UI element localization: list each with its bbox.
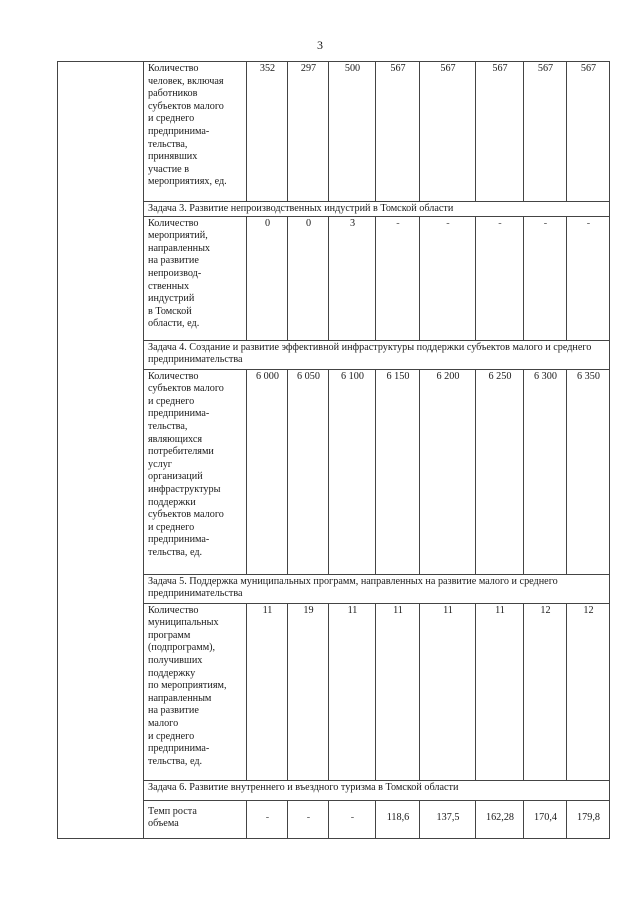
value-cell: - xyxy=(476,216,524,340)
value-cell: 567 xyxy=(524,62,567,202)
value-cell: 179,8 xyxy=(567,800,610,838)
value-cell: 3 xyxy=(329,216,376,340)
value-cell: 567 xyxy=(420,62,476,202)
task-heading: Задача 3. Развитие непроизводственных индустрий в Томской области xyxy=(144,202,610,217)
value-cell: 6 200 xyxy=(420,369,476,574)
indicator-label: Количество мероприятий, направленных на развитие непроизвод- ственных индустрий в Томской области, ед. xyxy=(144,216,247,340)
value-cell: - xyxy=(567,216,610,340)
value-cell: 6 150 xyxy=(376,369,420,574)
value-cell: 0 xyxy=(288,216,329,340)
blank-left-column xyxy=(58,62,144,839)
value-cell: 500 xyxy=(329,62,376,202)
value-cell: 6 000 xyxy=(247,369,288,574)
value-cell: 162,28 xyxy=(476,800,524,838)
value-cell: 6 250 xyxy=(476,369,524,574)
indicator-label: Количество человек, включая работников субъектов малого и среднего предпринима- тельства, принявших участие в мероприятиях, ед. xyxy=(144,62,247,202)
value-cell: - xyxy=(524,216,567,340)
value-cell: - xyxy=(329,800,376,838)
value-cell: 6 100 xyxy=(329,369,376,574)
value-cell: 118,6 xyxy=(376,800,420,838)
task-heading: Задача 5. Поддержка муниципальных программ, направленных на развитие малого и среднего предпринимательства xyxy=(144,574,610,603)
task-heading: Задача 6. Развитие внутреннего и въездного туризма в Томской области xyxy=(144,780,610,800)
value-cell: 297 xyxy=(288,62,329,202)
value-cell: 19 xyxy=(288,603,329,780)
value-cell: 6 300 xyxy=(524,369,567,574)
value-cell: 11 xyxy=(247,603,288,780)
value-cell: 0 xyxy=(247,216,288,340)
value-cell: 567 xyxy=(376,62,420,202)
value-cell: 6 350 xyxy=(567,369,610,574)
value-cell: 11 xyxy=(476,603,524,780)
value-cell: 12 xyxy=(524,603,567,780)
value-cell: 6 050 xyxy=(288,369,329,574)
value-cell: 11 xyxy=(420,603,476,780)
value-cell: 567 xyxy=(476,62,524,202)
value-cell: 12 xyxy=(567,603,610,780)
value-cell: - xyxy=(288,800,329,838)
table-row xyxy=(58,62,610,202)
value-cell: 567 xyxy=(567,62,610,202)
indicator-label: Количество муниципальных программ (подпрограмм), получивших поддержку по мероприятиям, направленным на развитие малого и среднего предпринима- тельства, ед. xyxy=(144,603,247,780)
value-cell: - xyxy=(420,216,476,340)
value-cell: 170,4 xyxy=(524,800,567,838)
page-number: 3 xyxy=(317,38,323,52)
value-cell: 137,5 xyxy=(420,800,476,838)
indicator-label: Темп роста объема xyxy=(144,800,247,838)
task-heading: Задача 4. Создание и развитие эффективной инфраструктуры поддержки субъектов малого и среднего предпринимательства xyxy=(144,340,610,369)
table-body xyxy=(58,62,610,839)
value-cell: 11 xyxy=(376,603,420,780)
value-cell: 352 xyxy=(247,62,288,202)
value-cell: - xyxy=(376,216,420,340)
value-cell: - xyxy=(247,800,288,838)
indicator-label: Количество субъектов малого и среднего предпринима- тельства, являющихся потребителями услуг организаций инфраструктуры поддержки субъектов малого и среднего предпринима- тельства, ед. xyxy=(144,369,247,574)
indicator-table xyxy=(57,61,610,839)
value-cell: 11 xyxy=(329,603,376,780)
